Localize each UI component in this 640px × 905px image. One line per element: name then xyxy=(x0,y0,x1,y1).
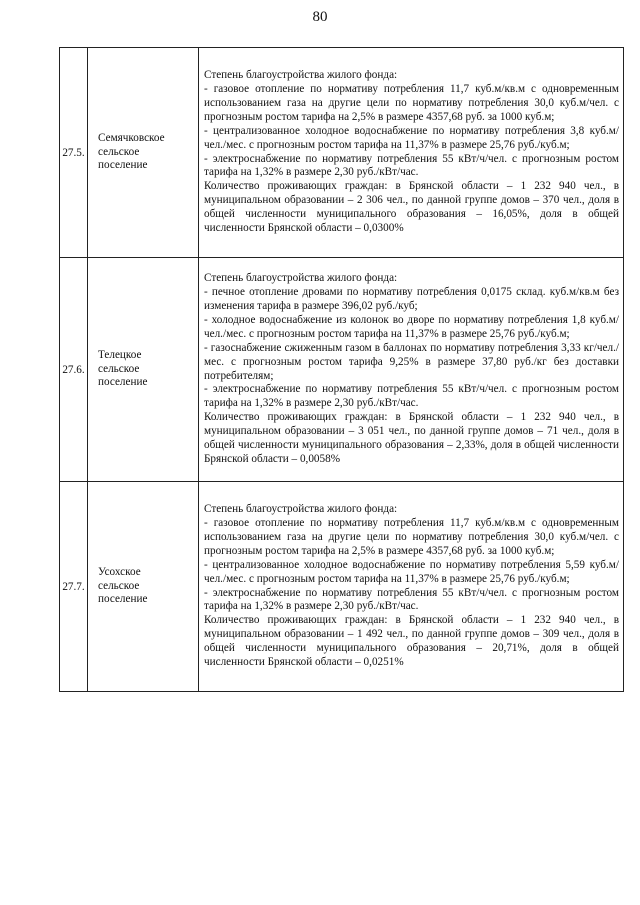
row-number: 27.6. xyxy=(60,258,88,482)
row-content xyxy=(199,482,624,692)
list-item: - централизованное холодное водоснабжение по нормативу потребления 5,59 куб.м/чел./мес. с прогнозным ростом тарифа на 11,37% в размере 25,76 руб./куб.м; xyxy=(204,558,619,585)
row-content xyxy=(199,258,624,482)
settlement-name xyxy=(88,48,199,258)
page-number: 80 xyxy=(312,9,328,25)
list-item: - печное отопление дровами по нормативу потребления 0,0175 склад. куб.м/кв.м без изменения тарифа в размере 396,02 руб./куб; xyxy=(204,286,619,312)
section-title: Степень благоустройства жилого фонда: xyxy=(204,272,398,285)
settlement-name-line: сельское xyxy=(98,579,140,592)
list-item: - газоснабжение сжиженным газом в баллонах по нормативу потребления 3,33 кг/чел./мес. с прогнозным ростом тарифа 9,25% в размере 37,80 руб./кг без доставки потребителям; xyxy=(204,341,619,382)
population-text: Количество проживающих граждан: в Брянской области – 1 232 940 чел., в муниципальном образовании – 2 306 чел., по данной группе домов – 370 чел., доля в общей численности муниципального образования – 16,05%, доля в общей численности Брянской области – 0,0300% xyxy=(204,180,619,235)
table-row xyxy=(60,482,624,692)
table-row xyxy=(60,48,624,258)
list-item: - централизованное холодное водоснабжение по нормативу потребления 3,8 куб.м/чел./мес. с прогнозным ростом тарифа на 11,37% в размере 25,76 руб./куб.м; xyxy=(204,124,619,151)
list-item: - электроснабжение по нормативу потребления 55 кВт/ч/чел. с прогнозным ростом тарифа на 1,32% в размере 2,30 руб./кВт/час. xyxy=(204,383,619,410)
settlement-name xyxy=(88,482,199,692)
population-text: Количество проживающих граждан: в Брянской области – 1 232 940 чел., в муниципальном образовании – 3 051 чел., по данной группе домов – 71 чел., доля в общей численности муниципального образования – 2,33%, доля в общей численности Брянской области – 0,0058% xyxy=(204,411,619,465)
settlement-name-line: поселение xyxy=(98,376,148,389)
settlement-name-line: сельское xyxy=(98,145,140,158)
row-content xyxy=(199,48,624,258)
section-title: Степень благоустройства жилого фонда: xyxy=(204,69,398,82)
settlement-name xyxy=(88,258,199,482)
row-number: 27.5. xyxy=(60,48,88,258)
settlements-table xyxy=(59,47,624,692)
list-item: - электроснабжение по нормативу потребления 55 кВт/ч/чел. с прогнозным ростом тарифа на 1,32% в размере 2,30 руб./кВт/час. xyxy=(204,152,619,179)
section-title: Степень благоустройства жилого фонда: xyxy=(204,503,398,516)
list-item: - холодное водоснабжение из колонок во дворе по нормативу потребления 1,8 куб.м/чел./мес. с прогнозным ростом тарифа на 11,37% в размере 25,76 руб./куб.м; xyxy=(204,313,619,340)
population-text: Количество проживающих граждан: в Брянской области – 1 232 940 чел., в муниципальном образовании – 1 492 чел., по данной группе домов – 309 чел., доля в общей численности муниципального образования – 20,71%, доля в общей численности Брянской области – 0,0251% xyxy=(204,614,619,669)
settlement-name-line: Усохское xyxy=(98,566,141,579)
settlement-name-line: поселение xyxy=(98,159,148,172)
settlement-name-line: сельское xyxy=(98,362,140,375)
settlement-name-line: Семячковское xyxy=(98,132,165,145)
list-item: - газовое отопление по нормативу потребления 11,7 куб.м/кв.м с одновременным использованием газа на другие цели по нормативу потребления 30,0 куб.м/чел. с прогнозным ростом тарифа на 2,5% в размере 4357,68 руб. за 1000 куб.м; xyxy=(204,82,619,123)
settlement-name-line: поселение xyxy=(98,593,148,606)
list-item: - электроснабжение по нормативу потребления 55 кВт/ч/чел. с прогнозным ростом тарифа на 1,32% в размере 2,30 руб./кВт/час. xyxy=(204,586,619,613)
settlement-name-line: Телецкое xyxy=(98,349,142,362)
row-number: 27.7. xyxy=(60,482,88,692)
list-item: - газовое отопление по нормативу потребления 11,7 куб.м/кв.м с одновременным использованием газа на другие цели по нормативу потребления 30,0 куб.м/чел. с прогнозным ростом тарифа на 2,5% в размере 4357,68 руб. за 1000 куб.м; xyxy=(204,516,619,557)
table-row xyxy=(60,258,624,482)
